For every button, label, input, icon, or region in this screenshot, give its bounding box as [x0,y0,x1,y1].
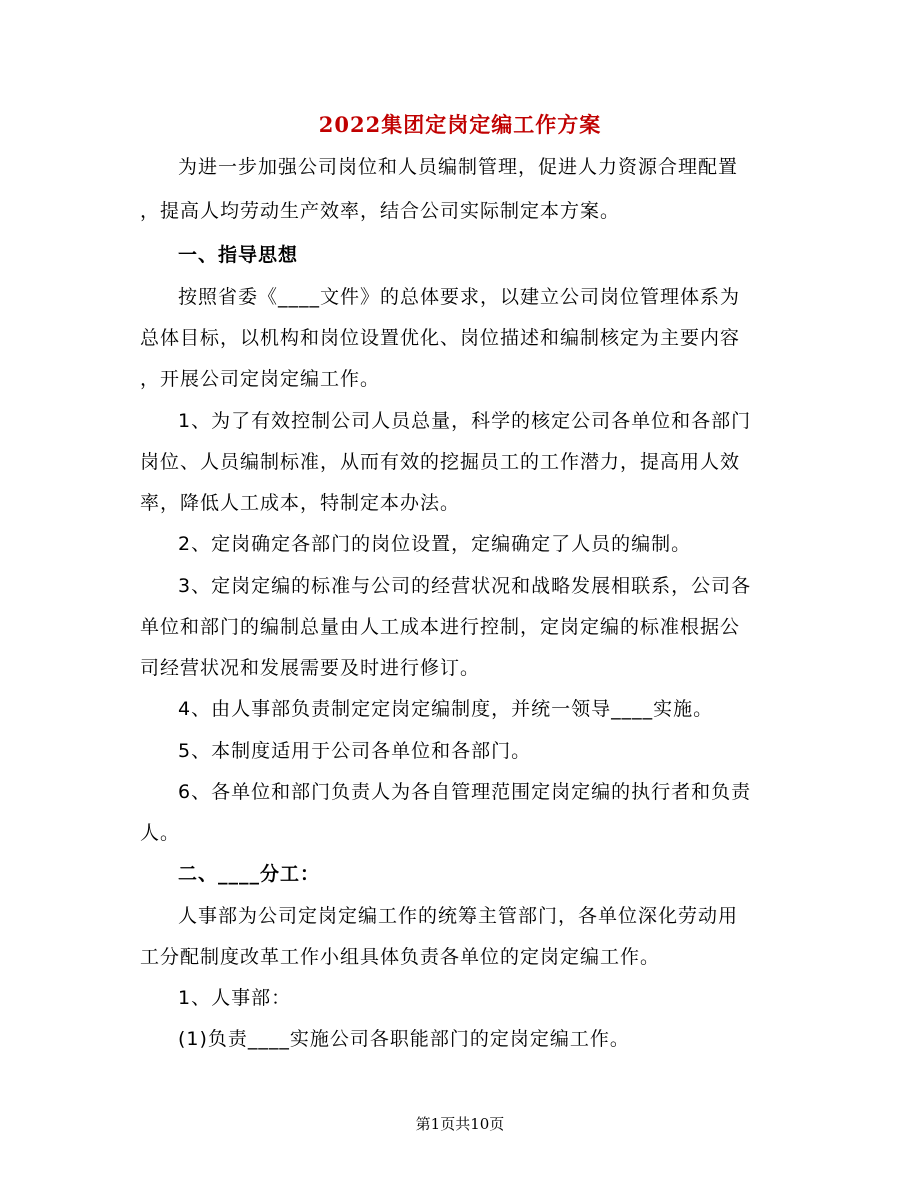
paragraph-line: 1、人事部： [178,987,292,1009]
document-title: 2022集团定岗定编工作方案 [318,112,602,137]
paragraph-line: 率，降低人工成本，特制定本办法。 [140,492,461,514]
paragraph-line: 2、定岗确定各部门的岗位设置，定编确定了人员的编制。 [178,533,692,555]
paragraph-line: ，提高人均劳动生产效率，结合公司实际制定本方案。 [140,200,621,222]
paragraph-line: 4、由人事部负责制定定岗定编制度，并统一领导____实施。 [178,698,714,720]
paragraph-line: 6、各单位和部门负责人为各自管理范围定岗定编的执行者和负责 [178,781,752,803]
paragraph-line: 3、定岗定编的标准与公司的经营状况和战略发展相联系，公司各 [178,575,752,597]
paragraph-line: 工分配制度改革工作小组具体负责各单位的定岗定编工作。 [140,946,661,968]
paragraph-line: ，开展公司定岗定编工作。 [140,368,381,390]
section-heading-division-of-labor: 二、____分工： [178,863,321,885]
paragraph-line: 单位和部门的编制总量由人工成本进行控制，定岗定编的标准根据公 [140,616,741,638]
section-heading-guiding-ideology: 一、指导思想 [178,244,299,266]
page-number-footer: 第1页共10页 [415,1115,505,1133]
paragraph-line: 按照省委《____文件》的总体要求，以建立公司岗位管理体系为 [178,286,741,308]
paragraph-line: (1)负责____实施公司各职能部门的定岗定编工作。 [178,1028,630,1050]
paragraph-line: 总体目标，以机构和岗位设置优化、岗位描述和编制核定为主要内容 [140,327,741,349]
paragraph-line: 人。 [140,822,181,844]
paragraph-line: 为进一步加强公司岗位和人员编制管理，促进人力资源合理配置 [178,156,739,178]
paragraph-line: 人事部为公司定岗定编工作的统筹主管部门，各单位深化劳动用 [178,905,739,927]
paragraph-line: 5、本制度适用于公司各单位和各部门。 [178,740,532,762]
paragraph-line: 1、为了有效控制公司人员总量，科学的核定公司各单位和各部门 [178,410,752,432]
paragraph-line: 司经营状况和发展需要及时进行修订。 [140,657,481,679]
paragraph-line: 岗位、人员编制标准，从而有效的挖掘员工的工作潜力，提高用人效 [140,451,741,473]
